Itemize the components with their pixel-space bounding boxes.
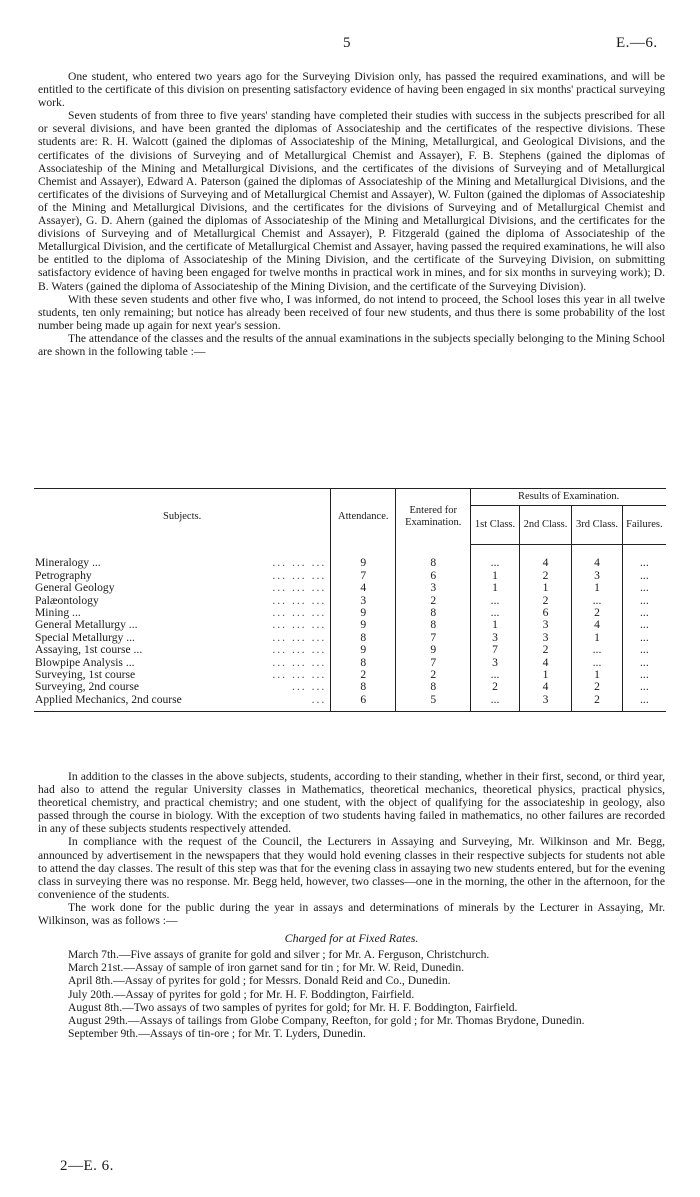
row-attendance: 9	[331, 545, 396, 570]
row-second: 2	[519, 570, 571, 582]
row-first: 1	[471, 582, 520, 594]
assay-entry: July 20th.—Assay of pyrites for gold ; for Mr. H. F. Boddington, Fairfield.	[68, 987, 415, 1001]
paragraph: The work done for the public during the year in assays and determinations of minerals by the Lecturer in Assaying, Mr. Wilkinson, was as follows :—	[38, 900, 665, 928]
leader-dots: ... ...	[291, 680, 327, 694]
table-row	[34, 595, 666, 607]
row-subject: Mineralogy ...	[35, 556, 101, 570]
row-attendance: 2	[331, 669, 396, 681]
row-entered: 7	[396, 657, 471, 669]
row-failures: ...	[622, 632, 666, 644]
row-second: 6	[519, 607, 571, 619]
row-third: 2	[572, 694, 622, 712]
row-subject: Mining ...	[35, 606, 81, 620]
row-third: 2	[572, 607, 622, 619]
table-row	[34, 582, 666, 594]
table-row	[34, 644, 666, 656]
row-entered: 8	[396, 619, 471, 631]
row-entered: 7	[396, 632, 471, 644]
examination-results-table	[34, 488, 666, 712]
leader-dots: ... ... ...	[272, 593, 327, 607]
paragraph: The attendance of the classes and the results of the annual examinations in the subjects specially belonging to the Mining School are shown in the following table :—	[38, 331, 665, 358]
row-subject: General Metallurgy ...	[35, 618, 138, 632]
row-subject: Petrography	[35, 568, 92, 582]
report-text-top	[38, 70, 665, 358]
section-heading: Charged for at Fixed Rates.	[284, 931, 419, 946]
row-subject: Special Metallurgy ...	[35, 630, 135, 644]
row-failures: ...	[622, 657, 666, 669]
row-failures: ...	[622, 644, 666, 656]
row-failures: ...	[622, 681, 666, 693]
row-third: 3	[572, 570, 622, 582]
row-entered: 9	[396, 644, 471, 656]
row-first: 3	[471, 632, 520, 644]
table-row	[34, 545, 666, 570]
row-subject: General Geology	[35, 581, 115, 595]
row-third: 1	[572, 632, 622, 644]
row-failures: ...	[622, 582, 666, 594]
row-third: 4	[572, 619, 622, 631]
leader-dots: ... ... ...	[272, 655, 327, 669]
row-third: ...	[572, 644, 622, 656]
row-first: ...	[471, 607, 520, 619]
row-second: 2	[519, 595, 571, 607]
row-entered: 3	[396, 582, 471, 594]
signature-mark: 2—E. 6.	[60, 1158, 114, 1174]
row-second: 1	[519, 582, 571, 594]
row-attendance: 9	[331, 619, 396, 631]
row-third: 4	[572, 545, 622, 570]
row-third: 1	[572, 582, 622, 594]
row-attendance: 3	[331, 595, 396, 607]
assay-entry: August 29th.—Assays of tailings from Globe Company, Reefton, for gold ; for Mr. Thomas Brydone, Dunedin.	[68, 1013, 585, 1027]
row-first: ...	[471, 595, 520, 607]
assay-entry: March 21st.—Assay of sample of iron garnet sand for tin ; for Mr. W. Reid, Dunedin.	[68, 961, 465, 975]
row-second: 4	[519, 545, 571, 570]
paragraph: In addition to the classes in the above subjects, students, according to their standing, whether in their first, second, or third year, had also to attend the regular University classes in Mathematics, theoretical mechanics, theoretical physics, practical physics, theoretical chemistry, and practical chemistry; and one student, with the object of qualifying for the associateship in geology, also passed through the course in biology. With the exception of two students having failed in mathematics, no other failures are recorded in any of these subjects students respectively attended.	[38, 770, 665, 836]
row-attendance: 9	[331, 644, 396, 656]
row-attendance: 4	[331, 582, 396, 594]
leader-dots: ... ... ...	[272, 618, 327, 632]
row-failures: ...	[622, 669, 666, 681]
row-second: 3	[519, 632, 571, 644]
row-second: 3	[519, 694, 571, 712]
row-attendance: 8	[331, 632, 396, 644]
row-failures: ...	[622, 595, 666, 607]
row-attendance: 8	[331, 657, 396, 669]
row-first: ...	[471, 545, 520, 570]
table-row	[34, 619, 666, 631]
leader-dots: ... ... ...	[272, 643, 327, 657]
leader-dots: ... ... ...	[272, 606, 327, 620]
row-subject: Applied Mechanics, 2nd course	[34, 694, 246, 712]
assay-entry: August 8th.—Two assays of two samples of pyrites for gold; for Mr. H. F. Boddington, Fairfield.	[68, 1000, 518, 1014]
row-second: 1	[519, 669, 571, 681]
row-first: 3	[471, 657, 520, 669]
header-second-class: 2nd Class.	[519, 506, 571, 545]
row-first: 1	[471, 570, 520, 582]
row-third: 2	[572, 681, 622, 693]
row-entered: 8	[396, 681, 471, 693]
row-entered: 2	[396, 595, 471, 607]
row-attendance: 9	[331, 607, 396, 619]
row-entered: 2	[396, 669, 471, 681]
paragraph: One student, who entered two years ago for the Surveying Division only, has passed the required examinations, and will be entitled to the certificate of this division on presenting satisfactory evidence of having been engaged in six months' practical surveying work.	[38, 70, 665, 110]
row-first: ...	[471, 694, 520, 712]
paragraph: With these seven students and other five who, I was informed, do not intend to proceed, the School loses this year in all twelve students, ten only remaining; but notice has already been received of four new students, and thus there is some probability of the lost number being made up again for next year's session.	[38, 292, 665, 332]
row-attendance: 8	[331, 681, 396, 693]
table-row	[34, 681, 666, 693]
row-first: 7	[471, 644, 520, 656]
leader-dots: ... ... ...	[272, 668, 327, 682]
assay-entry: September 9th.—Assays of tin-ore ; for Mr. T. Lyders, Dunedin.	[68, 1026, 366, 1040]
row-third: ...	[572, 595, 622, 607]
header-subjects: Subjects.	[34, 489, 331, 545]
row-entered: 5	[396, 694, 471, 712]
document-code: E.—6.	[616, 35, 658, 51]
row-failures: ...	[622, 570, 666, 582]
row-first: ...	[471, 669, 520, 681]
assay-entry: March 7th.—Five assays of granite for gold and silver ; for Mr. A. Ferguson, Christchurch.	[68, 948, 490, 962]
leader-dots: ...	[246, 694, 331, 712]
row-entered: 6	[396, 570, 471, 582]
table-row	[34, 570, 666, 582]
header-results: Results of Examination.	[471, 489, 666, 506]
row-failures: ...	[622, 607, 666, 619]
leader-dots: ... ... ...	[272, 581, 327, 595]
row-subject: Surveying, 1st course	[35, 668, 136, 682]
row-second: 4	[519, 657, 571, 669]
row-second: 4	[519, 681, 571, 693]
leader-dots: ... ... ...	[272, 556, 327, 570]
header-failures: Failures.	[622, 506, 666, 545]
row-entered: 8	[396, 545, 471, 570]
row-third: 1	[572, 669, 622, 681]
row-subject: Palæontology	[35, 593, 99, 607]
report-text-bottom	[38, 770, 665, 1040]
header-entered: Entered for Examination.	[396, 489, 471, 545]
row-attendance: 7	[331, 570, 396, 582]
leader-dots: ... ... ...	[272, 630, 327, 644]
row-second: 2	[519, 644, 571, 656]
row-third: ...	[572, 657, 622, 669]
assay-entry: April 8th.—Assay of pyrites for gold ; for Messrs. Donald Reid and Co., Dunedin.	[68, 974, 451, 988]
header-first-class: 1st Class.	[471, 506, 520, 545]
row-first: 2	[471, 681, 520, 693]
row-attendance: 6	[331, 694, 396, 712]
row-subject: Assaying, 1st course ...	[35, 643, 143, 657]
table-row	[34, 694, 666, 712]
page-number: 5	[343, 35, 351, 51]
row-failures: ...	[622, 619, 666, 631]
row-entered: 8	[396, 607, 471, 619]
paragraph: In compliance with the request of the Council, the Lecturers in Assaying and Surveying, Mr. Wilkinson and Mr. Begg, announced by advertisement in the newspapers that they would hold evening classes in their respective subjects for students not able to attend the day classes. The result of this step was that for the evening class in assaying two new students entered, but for the evening class in surveying there was no response. Mr. Begg held, however, two classes—one in the morning, the other in the afternoon, for the convenience of the students.	[38, 835, 665, 901]
row-failures: ...	[622, 545, 666, 570]
paragraph: Seven students of from three to five years' standing have completed their studies with success in the subjects prescribed for all or several divisions, and have been granted the diplomas of Associateship and the certificates of the respective divisions. These students are: R. H. Walcott (gained the diplomas of Associateship of the Mining, Metallurgical, and Geological Divisions, and the certificates of the divisions of Surveying and of Metallurgical Chemist and Assayer), F. B. Stephens (gained the diplomas of Associateship of the Mining and Metallurgical Divisions, and the certificates of the divisions of Surveying and of Metallurgical Chemist and Assayer), Edward A. Paterson (gained the diplomas of Associateship of the Mining and Metallurgical Divisions, and the certificates of the divisions of Surveying and of Metallurgical Chemist and Assayer), W. Fulton (gained the diplomas of Associateship of the Mining and Metallurgical Divisions, and the certificates for the divisions of Surveying and of Metallurgical Chemist and Assayer), G. D. Ahern (gained the diplomas of Associateship of the Mining and Metallurgical Divisions, and the certificates for the divisions of Surveying and of Metallurgical Chemist and Assayer), P. Fitzgerald (gained the diploma of Associateship of the Metallurgical Division, and the certificate of Metallurgical Chemist and Assayer, having passed the required examinations, he will also be entitled to the diploma of Associateship of the Mining Division, and the certificate of the Surveying Division, on submitting satisfactory evidence of having been engaged for twelve months in practical work in mines, and for six months in surveying work); D. B. Waters (gained the diploma of Associateship of the Mining Division, and the certificate of the Surveying Division).	[38, 109, 665, 293]
leader-dots: ... ... ...	[272, 568, 327, 582]
row-failures: ...	[622, 694, 666, 712]
row-second: 3	[519, 619, 571, 631]
row-subject: Surveying, 2nd course	[35, 680, 140, 694]
row-first: 1	[471, 619, 520, 631]
row-subject: Blowpipe Analysis ...	[35, 655, 135, 669]
header-attendance: Attendance.	[331, 489, 396, 545]
header-third-class: 3rd Class.	[572, 506, 622, 545]
